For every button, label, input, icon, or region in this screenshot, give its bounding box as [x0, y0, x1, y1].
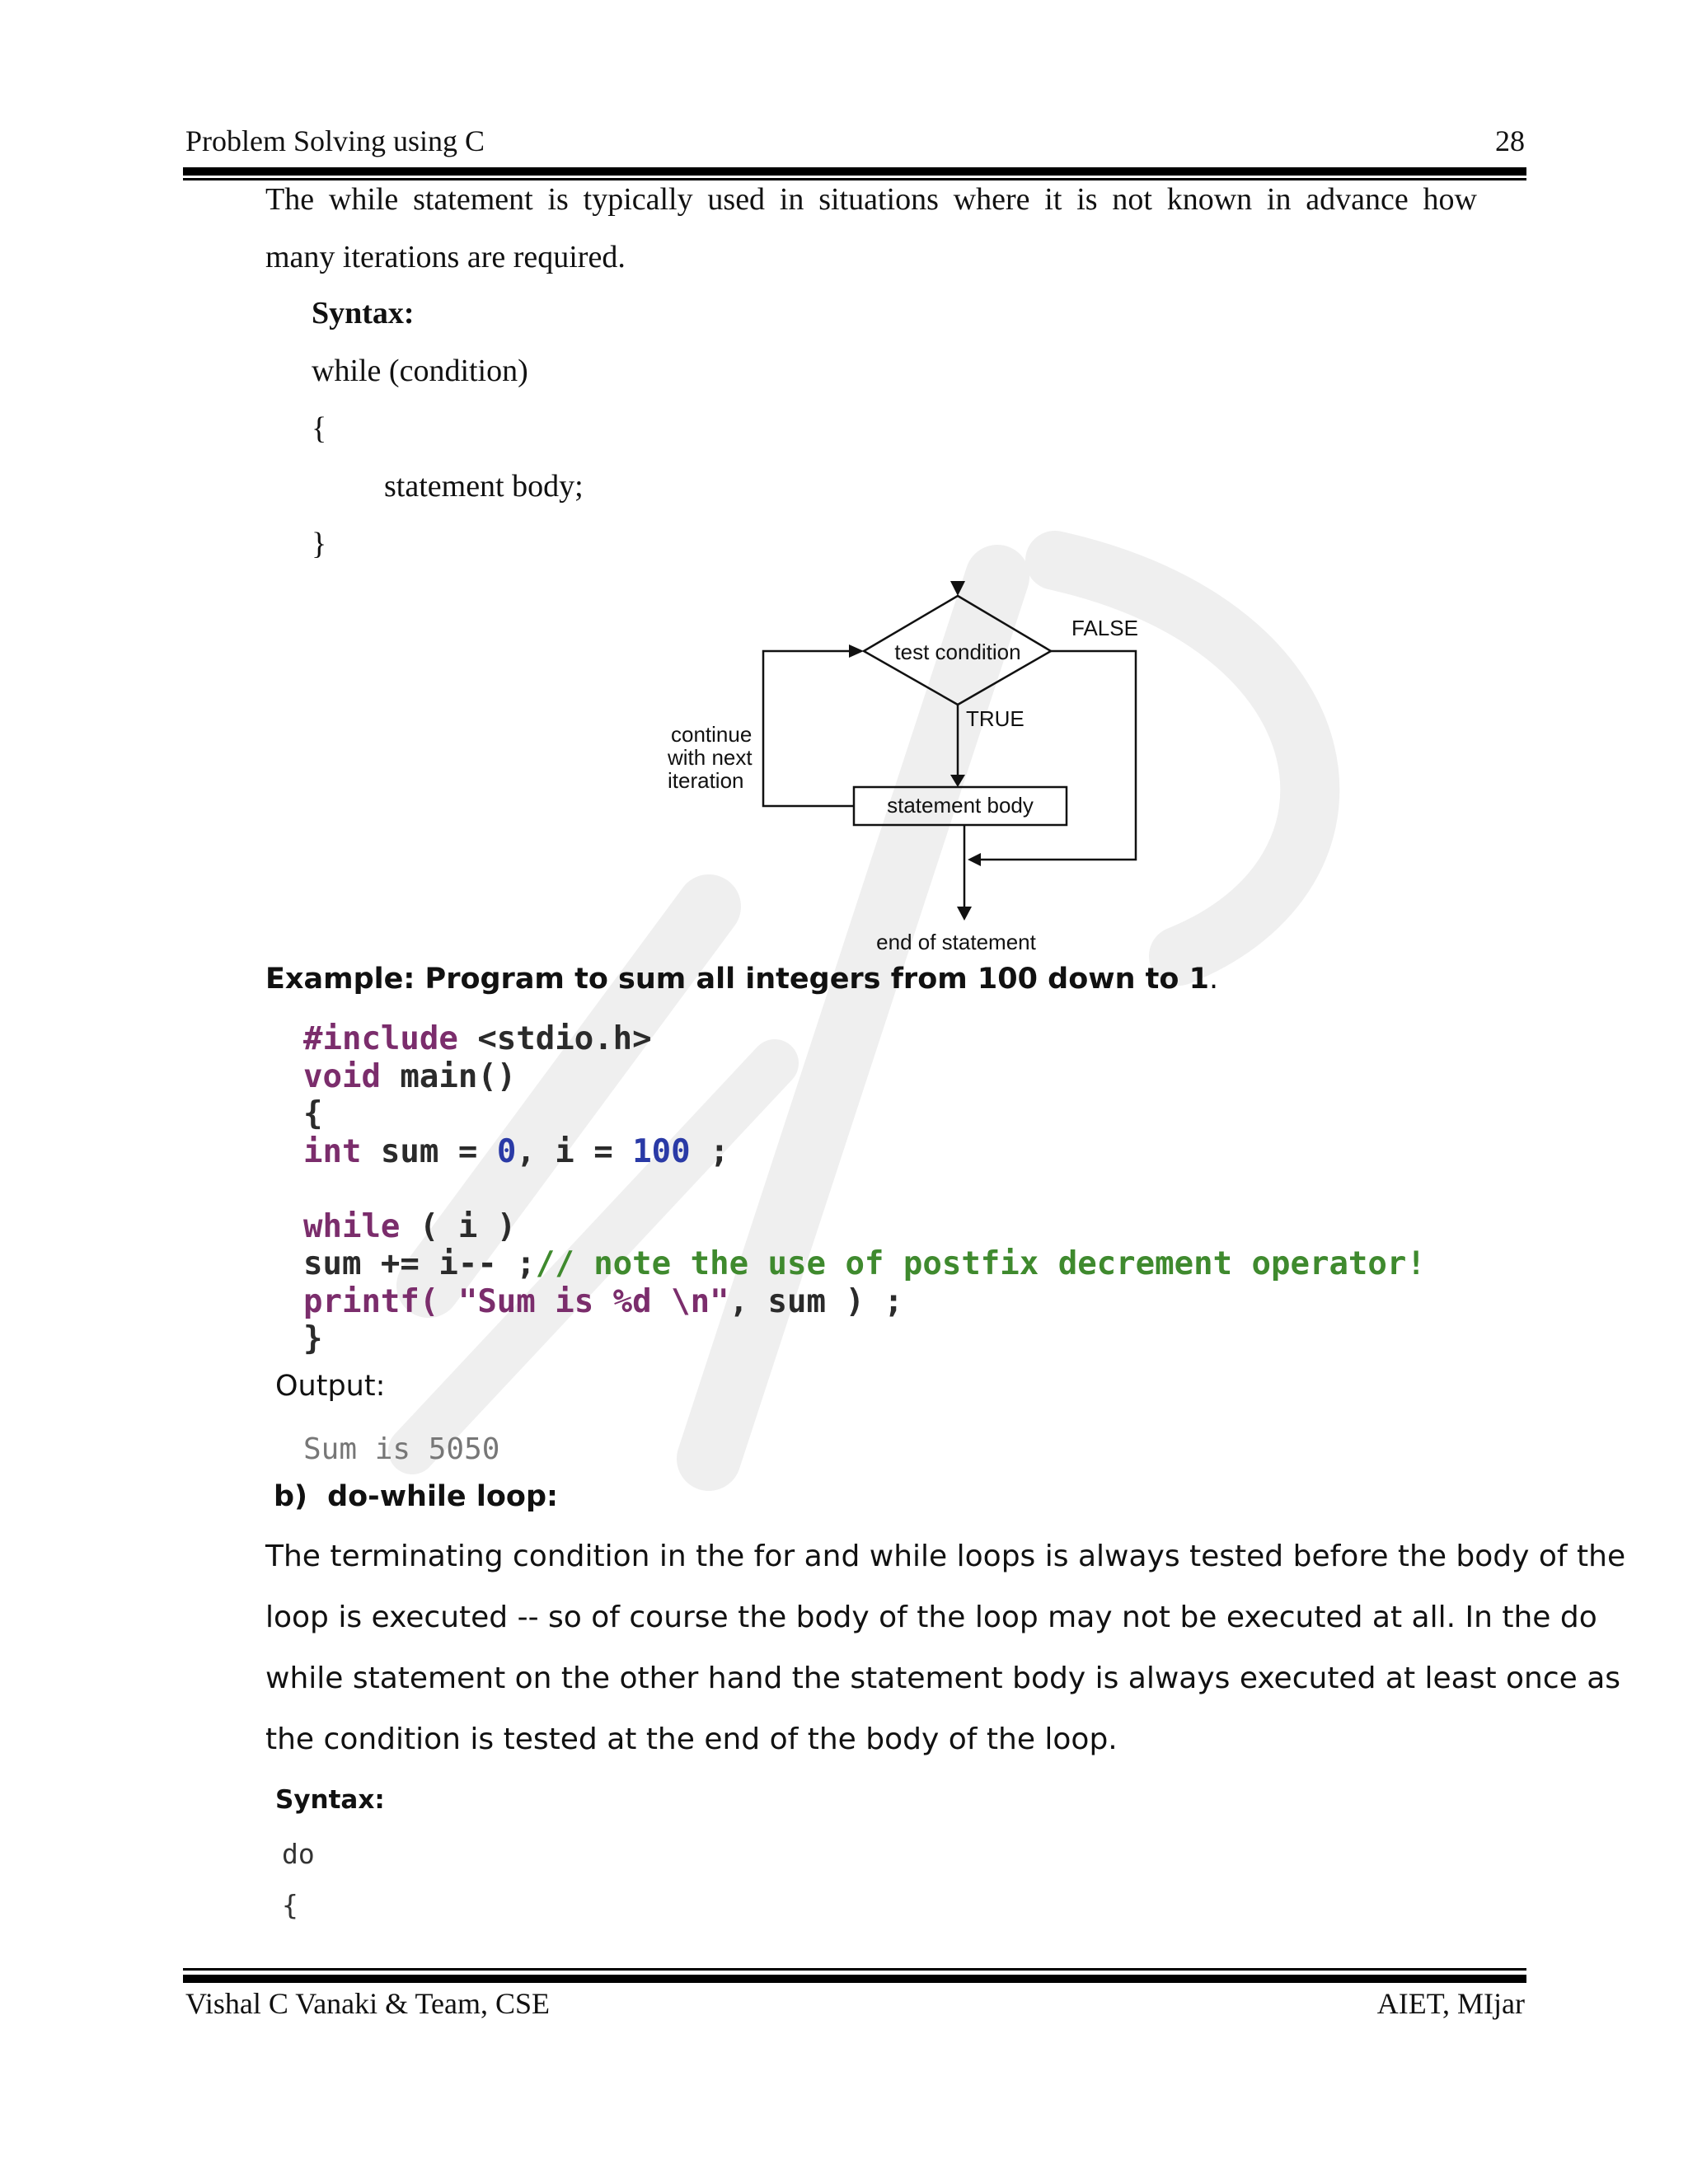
code-line: sum += i-- ;// note the use of postfix decrement operator!: [303, 1245, 1426, 1282]
footer-rule-thin: [183, 1968, 1526, 1971]
dowhile-syntax-label: Syntax:: [275, 1785, 385, 1815]
code-line: #include <stdio.h>: [303, 1020, 652, 1057]
while-syntax-line-4: }: [312, 527, 327, 561]
dowhile-line-3: while statement on the other hand the statement body is always executed at least once as: [265, 1661, 1621, 1695]
exit-arrowhead: [957, 907, 972, 921]
entry-arrowhead: [950, 581, 965, 596]
header-title: Problem Solving using C: [185, 124, 485, 157]
code-line: }: [303, 1320, 323, 1357]
loop-label-line-3: iteration: [668, 768, 744, 793]
code-line: while ( i ): [303, 1207, 517, 1245]
statement-body-label: statement body: [887, 793, 1034, 818]
dowhile-line-2: loop is executed -- so of course the body of the loop may not be executed at all. In the do: [265, 1601, 1597, 1634]
footer-rule-thick: [183, 1975, 1526, 1983]
example-title-period: .: [1209, 963, 1219, 996]
intro-line-2: many iterations are required.: [265, 240, 626, 274]
header-rule-thick: [183, 167, 1526, 176]
code-line: int sum = 0, i = 100 ;: [303, 1132, 729, 1170]
dowhile-heading: [274, 1480, 558, 1513]
loop-back-line: [763, 651, 854, 806]
output-value: Sum is 5050: [303, 1432, 500, 1466]
dowhile-heading-text: do-while loop:: [327, 1480, 558, 1513]
page-number: 28: [1495, 124, 1525, 157]
true-label: TRUE: [966, 706, 1025, 731]
loop-label-line-2: with next: [668, 745, 753, 770]
code-line: void main(): [303, 1057, 517, 1095]
while-syntax-line-1: while (condition): [312, 354, 528, 388]
while-syntax-line-2: {: [312, 411, 327, 446]
output-label: Output:: [275, 1370, 386, 1403]
loop-arrowhead: [849, 644, 864, 658]
code-listing: [303, 1020, 1426, 1358]
code-line: {: [303, 1095, 323, 1132]
footer-right: AIET, MIjar: [1376, 1987, 1525, 2020]
header-rule-thin: [183, 178, 1526, 180]
while-syntax-label: Syntax:: [312, 296, 415, 330]
loop-label-line-1: continue: [671, 722, 753, 747]
false-label: FALSE: [1071, 616, 1138, 640]
dowhile-syntax-line-1: do: [282, 1838, 315, 1870]
true-arrowhead: [950, 775, 965, 787]
footer-left: Vishal C Vanaki & Team, CSE: [185, 1987, 550, 2020]
intro-line-1: The while statement is typically used in situations where it is not known in advance how: [265, 182, 1477, 217]
example-title: [265, 963, 1218, 996]
example-title-text: Example: Program to sum all integers from 100 down to 1: [265, 963, 1209, 996]
while-syntax-line-3: statement body;: [384, 469, 584, 504]
dowhile-line-1: The terminating condition in the for and while loops is always tested before the body of the: [265, 1540, 1626, 1573]
code-line-blank: [303, 1170, 1426, 1208]
code-line: printf( "Sum is %d \n", sum ) ;: [303, 1282, 903, 1320]
dowhile-syntax-line-2: {: [282, 1889, 298, 1921]
while-loop-flowchart: [659, 573, 1170, 968]
condition-label: test condition: [894, 640, 1021, 664]
dowhile-line-4: the condition is tested at the end of the body of the loop.: [265, 1722, 1118, 1756]
end-label: end of statement: [876, 930, 1036, 954]
false-arrowhead: [968, 853, 981, 866]
dowhile-heading-marker: b): [274, 1480, 308, 1513]
